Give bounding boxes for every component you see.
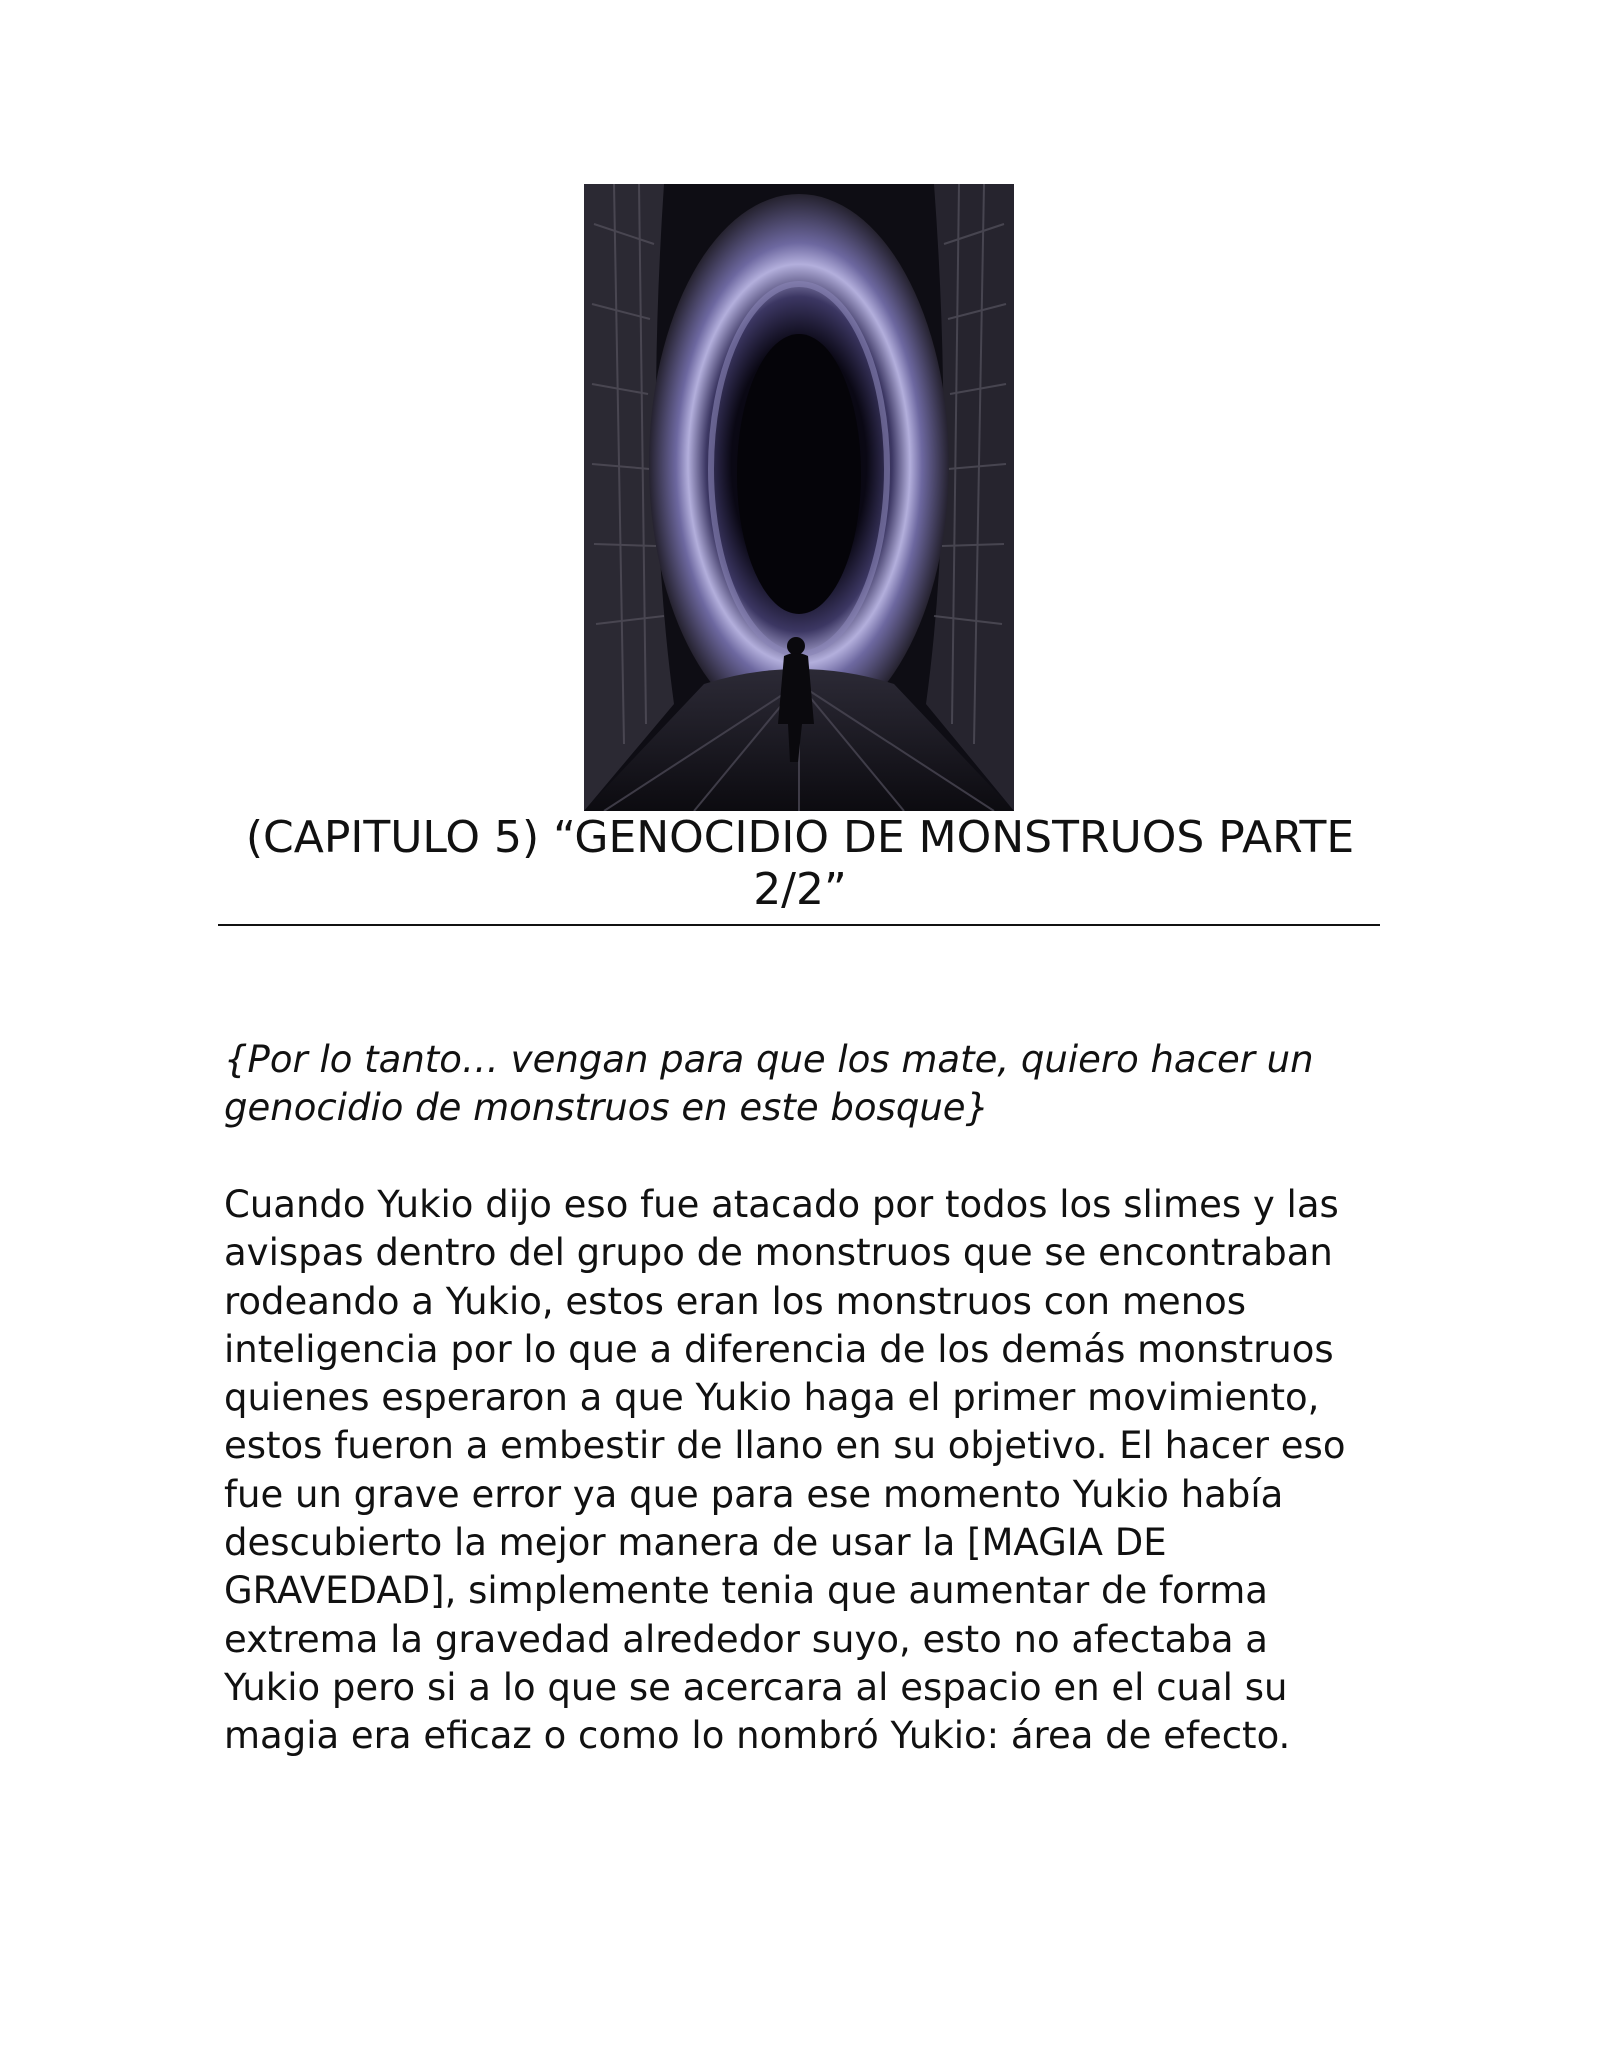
narrative-paragraph: [224, 1181, 1384, 1761]
paragraph-line: GRAVEDAD], simplemente tenia que aumentar de forma: [224, 1569, 1268, 1613]
paragraph-line: rodeando a Yukio, estos eran los monstruos con menos: [224, 1279, 1247, 1323]
paragraph-line: magia era eficaz o como lo nombró Yukio: área de efecto.: [224, 1714, 1291, 1758]
paragraph-line: extrema la gravedad alrededor suyo, esto no afectaba a: [224, 1617, 1268, 1661]
paragraph-line: inteligencia por lo que a diferencia de los demás monstruos: [224, 1327, 1334, 1371]
chapter-title-line: (CAPITULO 5) “GENOCIDIO DE MONSTRUOS PARTE: [245, 812, 1355, 863]
vortex-portal-icon: [584, 184, 1014, 811]
paragraph-line: fue un grave error ya que para ese momento Yukio había: [224, 1472, 1284, 1516]
chapter-title: [220, 812, 1380, 916]
chapter-illustration: [584, 184, 1014, 811]
paragraph-line: descubierto la mejor manera de usar la [MAGIA DE: [224, 1521, 1167, 1565]
paragraph-line: Yukio pero si a lo que se acercara al espacio en el cual su: [224, 1665, 1288, 1709]
quote-line: genocidio de monstruos en este bosque}: [224, 1086, 990, 1129]
paragraph-line: Cuando Yukio dijo eso fue atacado por todos los slimes y las: [224, 1183, 1339, 1226]
paragraph-line: quienes esperaron a que Yukio haga el primer movimiento,: [224, 1376, 1320, 1420]
paragraph-line: avispas dentro del grupo de monstruos que se encontraban: [224, 1231, 1333, 1275]
quote-line: {Por lo tanto… vengan para que los mate, quiero hacer un: [224, 1038, 1314, 1081]
chapter-title-line: 2/2”: [753, 864, 847, 915]
paragraph-line: estos fueron a embestir de llano en su objetivo. El hacer eso: [224, 1424, 1346, 1468]
dialogue-quote: [224, 1036, 1384, 1132]
title-divider: [218, 924, 1380, 926]
